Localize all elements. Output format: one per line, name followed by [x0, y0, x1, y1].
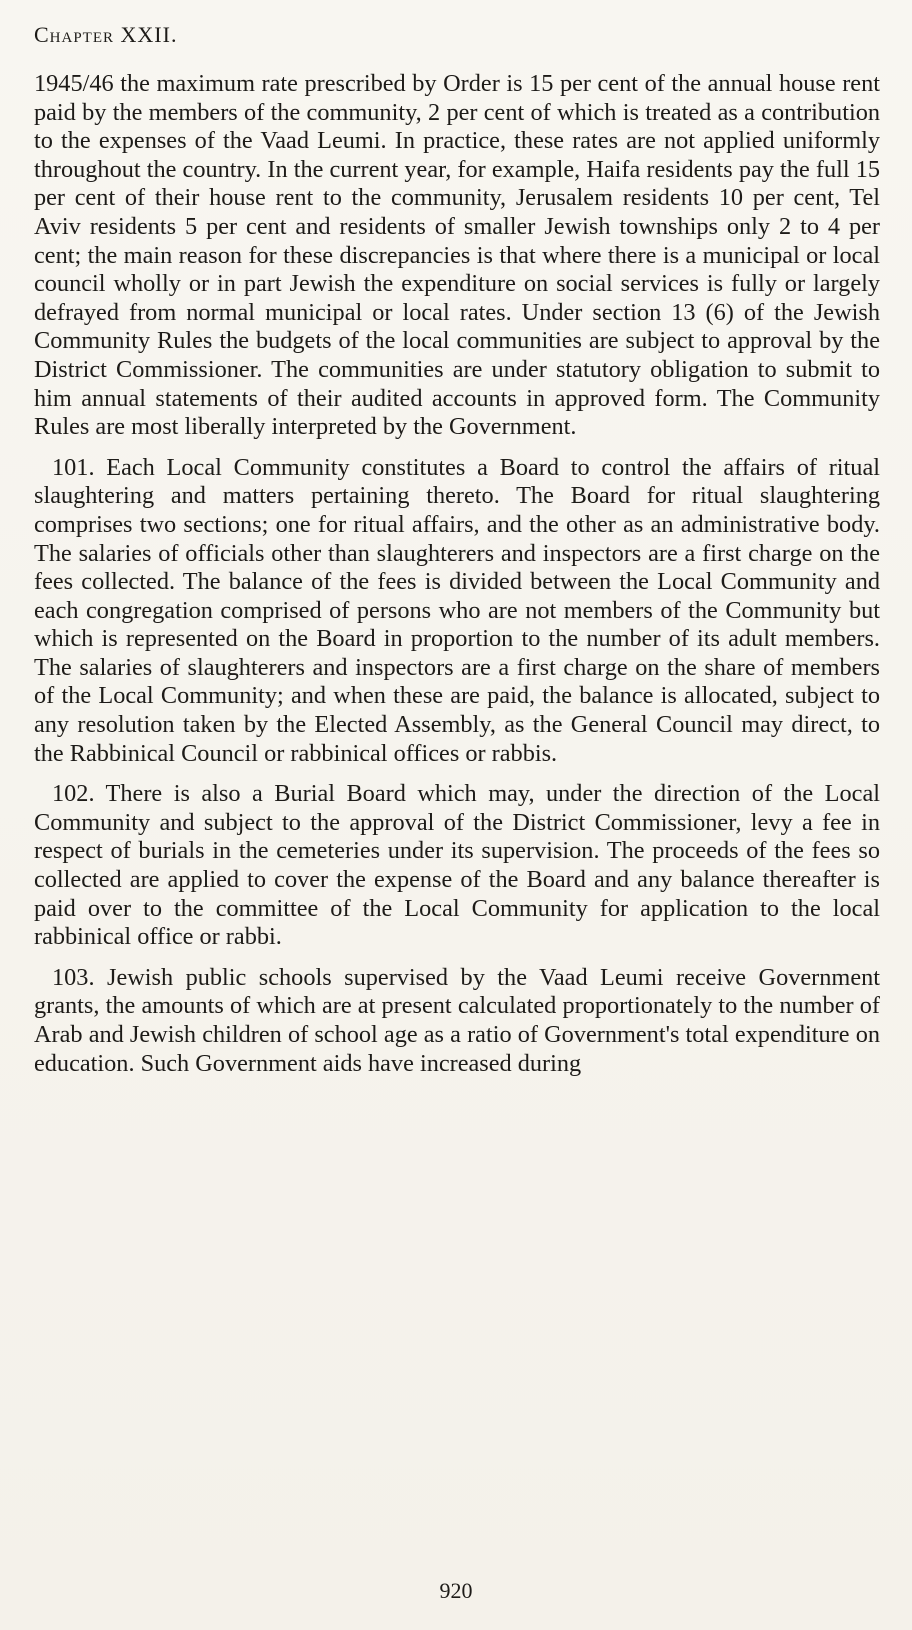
chapter-heading: Chapter XXII.	[34, 22, 178, 47]
paragraph-1: 1945/46 the maximum rate prescribed by Order is 15 per cent of the annual house rent paid by the members of the community, 2 per cent of which is treated as a contribution to the expenses of the Vaad Leumi. In practice, these rates are not applied uniformly throughout the country. In the current year, for example, Haifa residents pay the full 15 per cent of their house rent to the community, Jerusalem residents 10 per cent, Tel Aviv residents 5 per cent and residents of smaller Jewish townships only 2 to 4 per cent; the main reason for these discrepancies is that where there is a municipal or local council wholly or in part Jewish the expenditure on social services is fully or largely defrayed from normal municipal or local rates. Under section 13 (6) of the Jewish Community Rules the budgets of the local communities are subject to approval by the District Commissioner. The communities are under statutory obligation to submit to him annual statements of their audited accounts in approved form. The Community Rules are most liberally interpreted by the Government.	[34, 70, 880, 441]
paragraph-101: 101. Each Local Community constitutes a Board to control the affairs of ritual slaughtering and matters pertaining thereto. The Board for ritual slaughtering comprises two sections; one for ritual affairs, and the other as an administrative body. The salaries of officials other than slaughterers and inspectors are a first charge on the fees collected. The balance of the fees is divided between the Local Community and each congregation comprised of persons who are not members of the Community but which is represented on the Board in proportion to the number of its adult members. The salaries of slaughterers and inspectors are a first charge on the share of members of the Local Community; and when these are paid, the balance is allocated, subject to any resolution taken by the Elected Assembly, as the General Council may direct, to the Rabbinical Council or rabbinical offices or rabbis.	[34, 453, 880, 767]
paragraph-102: 102. There is also a Burial Board which may, under the direction of the Local Community and subject to the approval of the District Commissioner, levy a fee in respect of burials in the cemeteries under its supervision. The proceeds of the fees so collected are applied to cover the expense of the Board and any balance thereafter is paid over to the committee of the Local Community for application to the local rabbinical office or rabbi.	[34, 780, 880, 951]
page-number: 920	[439, 1578, 473, 1603]
body-text	[34, 70, 880, 1090]
paragraph-103: 103. Jewish public schools supervised by the Vaad Leumi receive Government grants, the amounts of which are at present calculated proportionately to the number of Arab and Jewish children of school age as a ratio of Government's total expenditure on education. Such Government aids have increased during	[34, 963, 880, 1077]
